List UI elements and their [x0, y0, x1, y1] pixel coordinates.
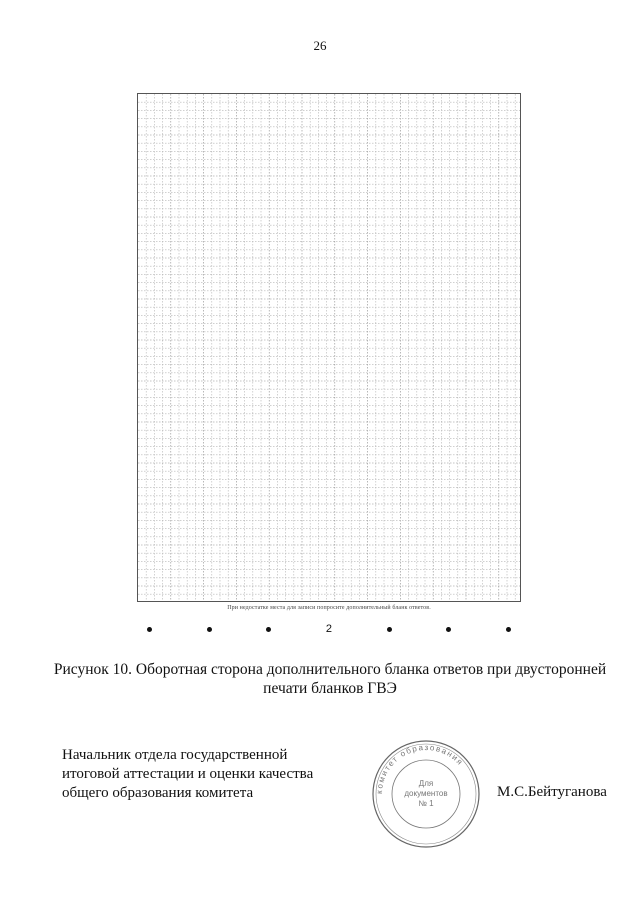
position-line: итоговой аттестации и оценки качества [62, 766, 314, 782]
seal-center-line: № 1 [418, 799, 434, 808]
official-seal [370, 738, 482, 850]
position-line: Начальник отдела государственной [62, 747, 288, 763]
page-number: 26 [313, 38, 327, 53]
seal-outer-text: комитет образования [374, 742, 466, 795]
grid-lines [138, 94, 520, 601]
alignment-marker [207, 627, 212, 632]
seal-center-line: Для [418, 779, 434, 788]
position-line: общего образования комитета [62, 785, 254, 801]
answer-grid [138, 94, 520, 601]
alignment-marker [446, 627, 451, 632]
signature-position [62, 746, 352, 803]
sheet-number: 2 [325, 623, 333, 635]
marker-row [137, 622, 521, 636]
alignment-marker [147, 627, 152, 632]
alignment-marker [506, 627, 511, 632]
alignment-marker [387, 627, 392, 632]
figure-caption: Рисунок 10. Оборотная сторона дополнительного бланка ответов при двусторонней печати бланков ГВЭ [53, 661, 607, 697]
signer-name: М.С.Бейтуганова [497, 784, 607, 800]
seal-center-line: документов [404, 789, 448, 798]
alignment-marker [266, 627, 271, 632]
form-footnote: При недостатке места для записи попросите дополнительный бланк ответов. [227, 605, 431, 611]
answer-form-frame [137, 93, 521, 602]
